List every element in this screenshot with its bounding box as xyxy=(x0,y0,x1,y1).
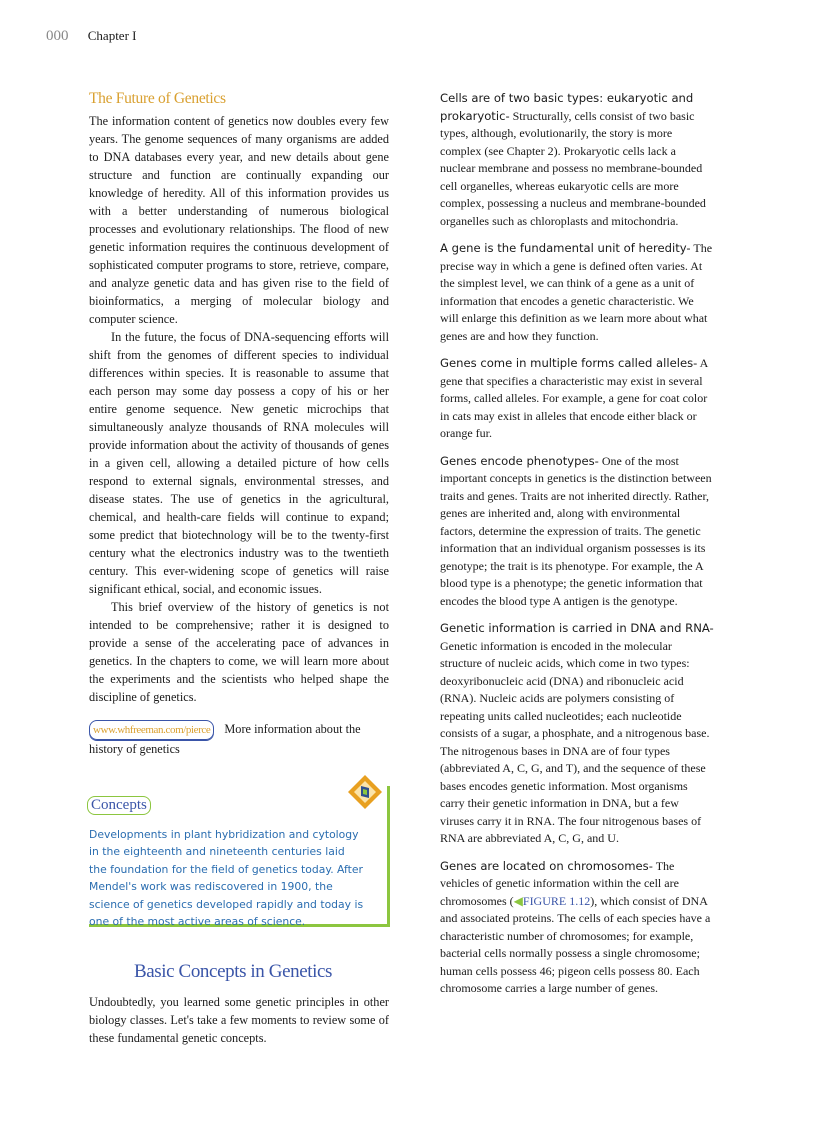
future-section-title: The Future of Genetics xyxy=(89,90,226,107)
cells-text: Structurally, cells consist of two basic types, although, evolutionarily, the story is more complex (see Chapter 2). Prokaryotic cells lack a nuclear membrane and possess no membrane-bounded cell organelles, whereas eukaryotic cells are more complex, possessing a nucleus and membrane-bounded organelles such as chloroplasts and mitochondria. xyxy=(440,108,706,228)
future-paragraph-1: The information content of genetics now doubles every few years. The genome sequences of many organisms are added to DNA databases every year, and new details about gene structure and function are continually expanding our knowledge of heredity. All of this information provides us with a better understanding of numerous biological processes and evolutionary relationships. The flood of new genetic information requires the continuous development of sophisticated computer programs to store, retrieve, compare, and analyze genetic data and has given rise to the field of bioinformatics, a merging of molecular biology and computer science. xyxy=(89,114,389,326)
chromosomes-paragraph xyxy=(440,858,714,998)
gene-lead: A gene is the fundamental unit of heredity- xyxy=(440,241,691,255)
dna-lead: Genetic information is carried in DNA and RNA- xyxy=(440,621,714,635)
page-header xyxy=(46,28,136,45)
phenotypes-paragraph xyxy=(440,453,714,611)
concepts-text: Developments in plant hybridization and cytology in the eighteenth and nineteenth centuries laid the foundation for the field of genetics today. After Mendel's work was rediscovered in 1900, the science of genetics developed rapidly and today is one of the most active areas of science. xyxy=(89,828,364,929)
alleles-paragraph xyxy=(440,355,714,443)
left-column xyxy=(89,90,389,1047)
chromosomes-text-1: The vehicles of genetic information within the cell are chromosomes ( xyxy=(440,858,679,908)
chapter-label: Chapter I xyxy=(87,28,137,43)
cells-lead: Cells are of two basic types: eukaryotic and prokaryotic- xyxy=(440,91,694,123)
chromosomes-text-2: ), which consist of DNA and associated proteins. The cells of each species have a characteristic number of chromosomes; for example, bacterial cells normally possess a single chromosome; human cells possess 46; pigeon cells possess 80. Each chromosome carries a large number of genes. xyxy=(440,893,711,995)
figure-reference[interactable]: FIGURE 1.12 xyxy=(522,893,591,908)
concepts-title: Concepts xyxy=(87,796,151,815)
phenotypes-lead: Genes encode phenotypes- xyxy=(440,453,599,468)
right-column xyxy=(440,90,714,998)
chromosomes-lead: Genes are located on chromosomes- xyxy=(440,858,653,873)
alleles-text: A gene that specifies a characteristic may exist in several forms, called alleles. For example, a gene for coat color in cats may exist in alleles that encode either black or orange fur. xyxy=(440,356,708,440)
web-link-description: More information about the history of genetics xyxy=(89,722,361,756)
gene-text: The precise way in which a gene is defined often varies. At the simplest level, we can think of a gene as a unit of information that encodes a genetic characteristic. We will enlarge this definition as we learn more about what genes are and how they function. xyxy=(440,241,713,343)
future-paragraph-3: This brief overview of the history of genetics is not intended to be comprehensive; rather it is designed to provide a sense of the accelerating pace of advances in genetics. In the chapters to come, we will learn more about the experiments and the scientists who helped shape the discipline of genetics. xyxy=(89,600,389,704)
concepts-diamond-icon xyxy=(347,774,383,810)
gene-paragraph xyxy=(440,240,714,345)
web-link[interactable]: www.whfreeman.com/pierce xyxy=(89,720,214,740)
cells-paragraph xyxy=(440,90,714,230)
page-number: 000 xyxy=(46,28,69,44)
phenotypes-text: One of the most important concepts in genetics is the distinction between traits and genes. Traits are not inherited directly. Rather, genes are inherited and, along with environmental factors, determine the expression of traits. The genetic information that an individual organism possesses is its genotype; the trait is its phenotype. For example, the A blood type is a phenotype; the genetic information that encodes the blood type A antigen is the genotype. xyxy=(440,453,712,608)
dna-paragraph xyxy=(440,620,714,848)
dna-text: Genetic information is encoded in the molecular structure of nucleic acids, which come in two types: deoxyribonucleic acid (DNA) and ribonucleic acid (RNA). Nucleic acids are polymers consisting of repeating units called nucleotides; each nucleotide consists of a sugar, a phosphate, and a nitrogenous base. The nitrogenous bases in DNA are of four types (abbreviated A, C, G, and T), and the sequence of these bases encodes genetic information. Most organisms carry their genetic information in DNA, but a few viruses carry it in RNA. The four nitrogenous bases of RNA are abbreviated A, C, G, and U. xyxy=(440,638,710,845)
figure-arrow-icon: ◀ xyxy=(513,893,523,908)
concepts-box xyxy=(89,786,390,927)
web-link-note xyxy=(89,720,389,758)
basic-concepts-title: Basic Concepts in Genetics xyxy=(134,961,333,982)
basic-concepts-paragraph: Undoubtedly, you learned some genetic principles in other biology classes. Let's take a few moments to review some of these fundamental genetic concepts. xyxy=(89,995,389,1045)
alleles-lead: Genes come in multiple forms called alleles- xyxy=(440,356,698,370)
future-paragraph-2: In the future, the focus of DNA-sequencing efforts will shift from the genomes of different species to individual differences within species. It is reasonable to assume that each person may some day possess a copy of his or her entire genome sequence. New genetic microchips that simultaneously analyze thousands of RNA molecules will provide information about the activity of thousands of genes in a given cell, allowing a detailed picture of how cells respond to external signals, environmental stresses, and disease states. The use of genetics in the agricultural, chemical, and health-care fields will continue to expand; some predict that biotechnology will be to the twenty-first century what the electronics industry was to the twentieth century. This ever-widening scope of genetics will raise significant ethical, social, and economic issues. xyxy=(89,330,389,596)
